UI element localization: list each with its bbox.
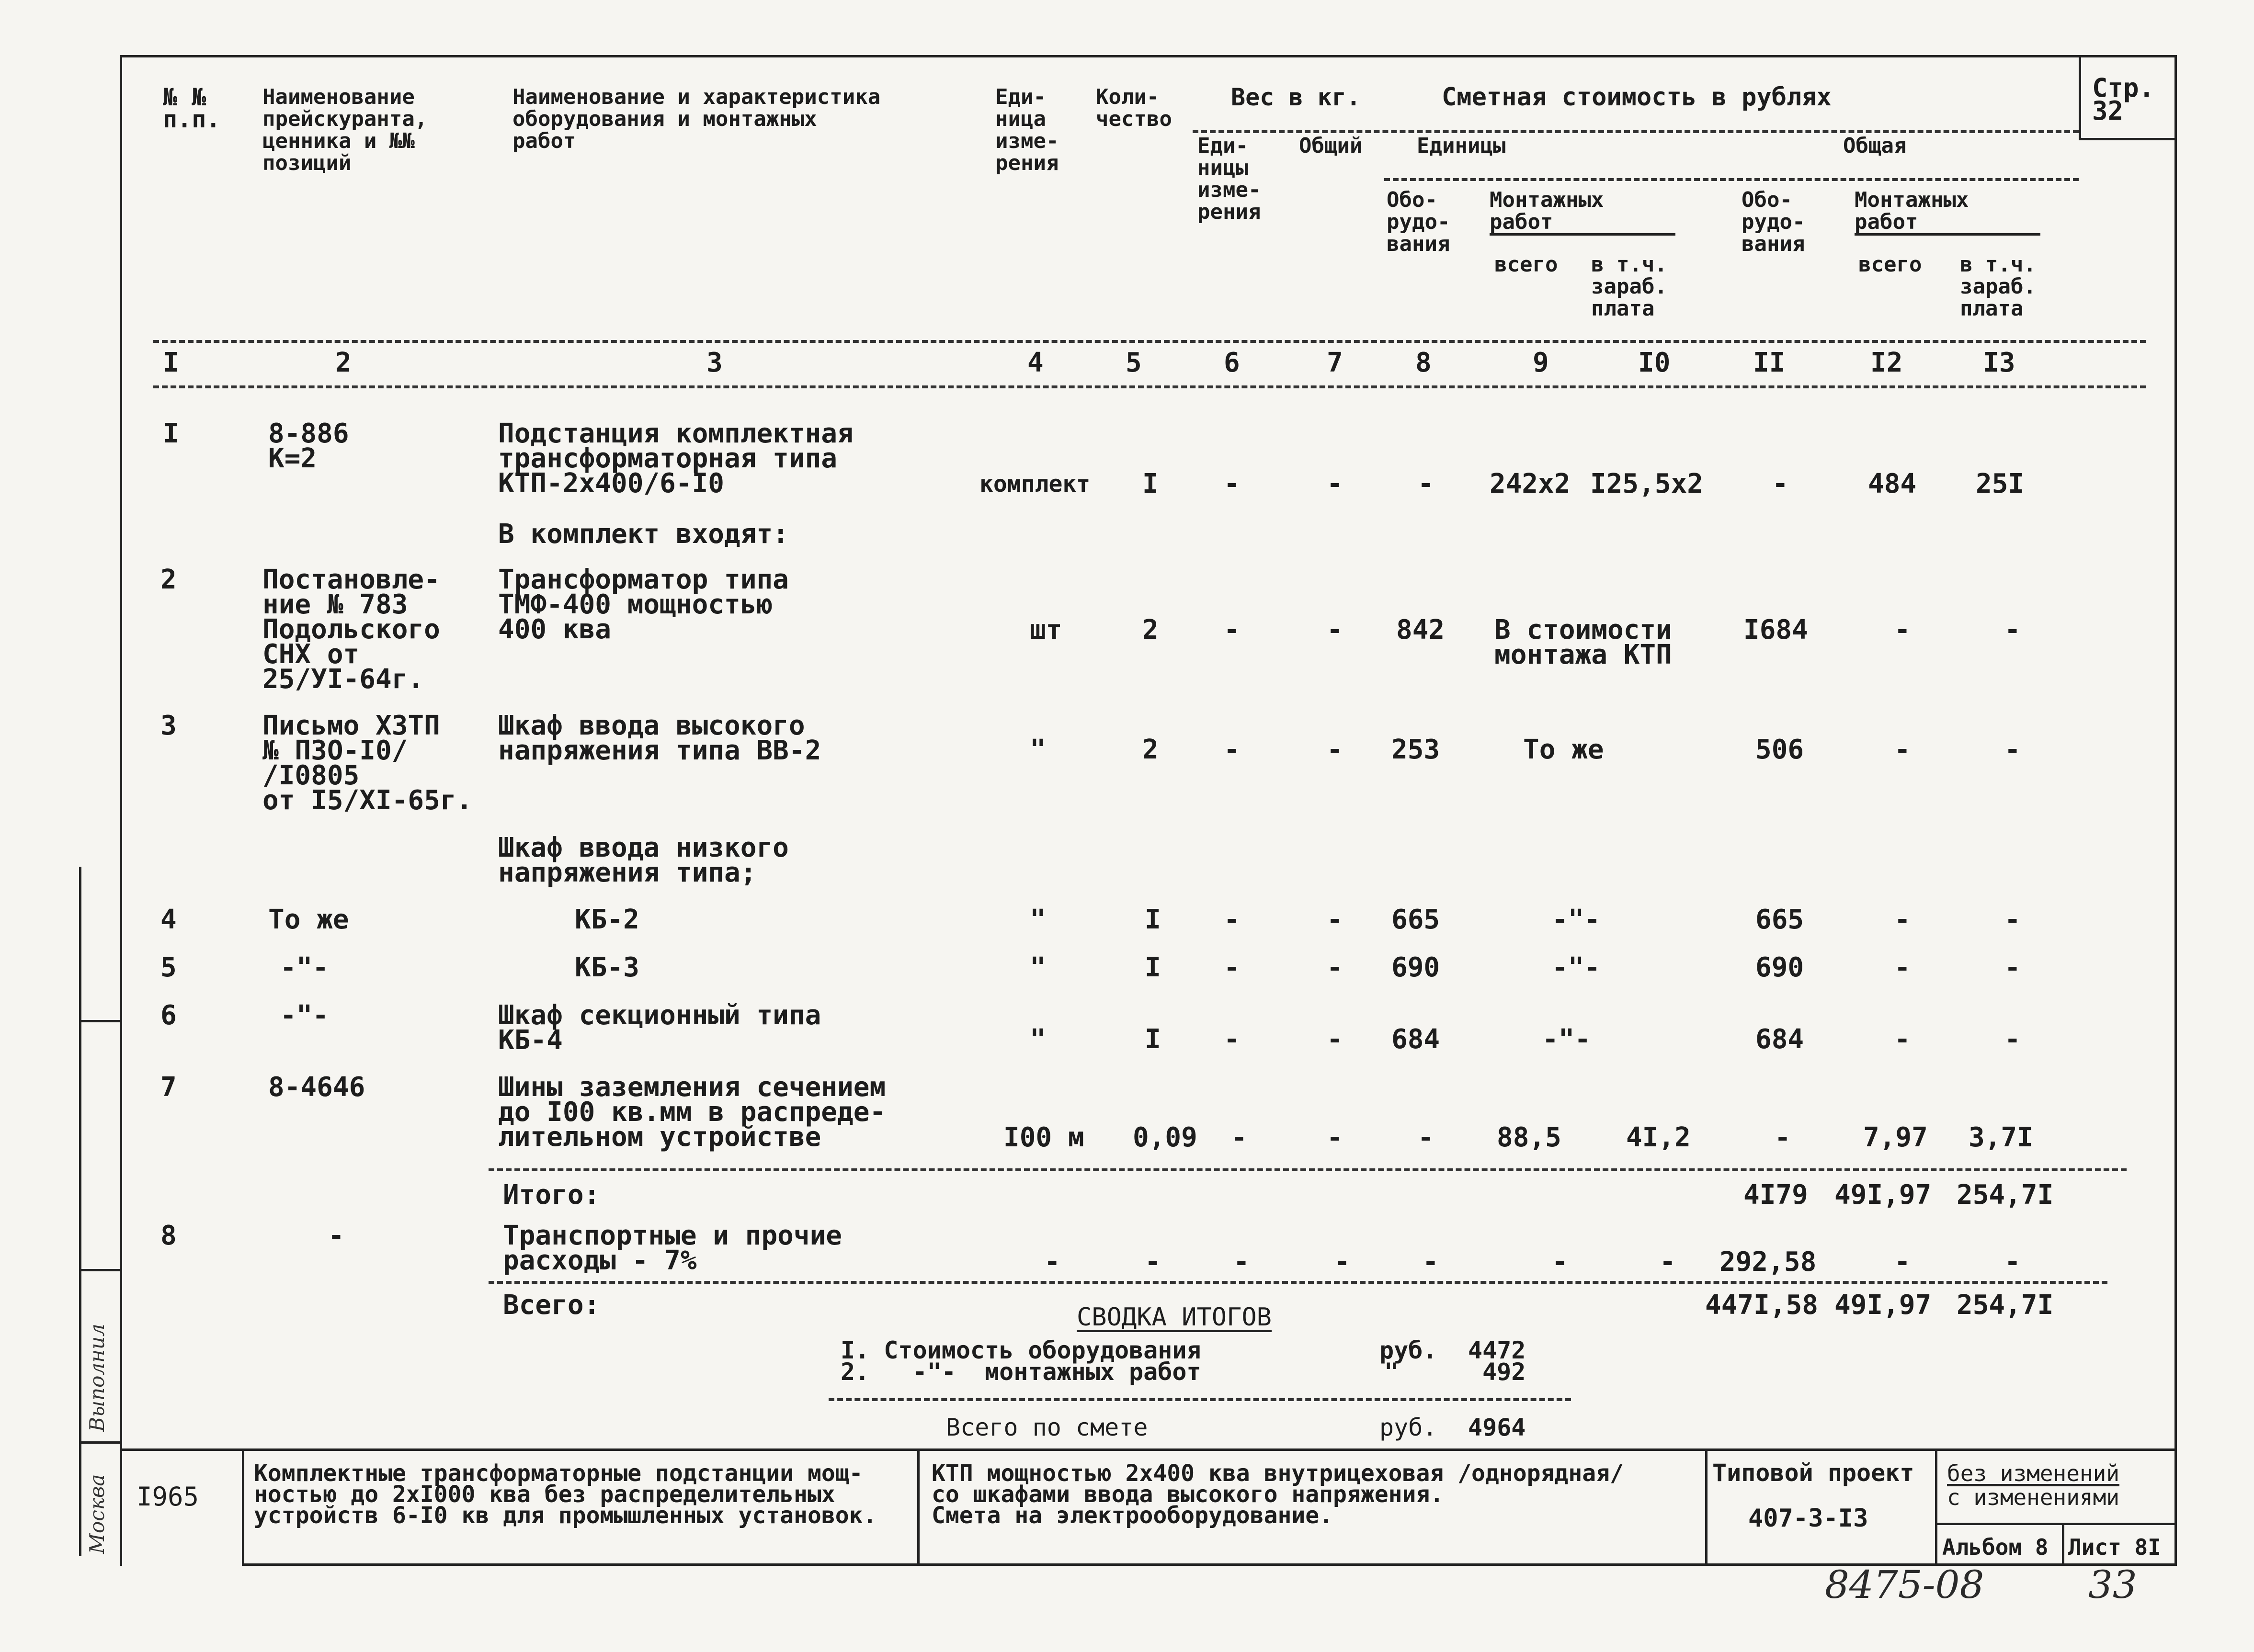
row5-unit: " [1030, 952, 1046, 983]
row5-c8: 690 [1391, 952, 1440, 983]
row3-unit: " [1030, 734, 1046, 765]
stamp-sep-4 [1935, 1448, 1937, 1566]
row7-c8: - [1418, 1122, 1434, 1153]
divider-summary [829, 1398, 1571, 1401]
vsego-c11: 447I,58 [1705, 1290, 1819, 1321]
row3-qty: 2 [1142, 734, 1159, 765]
vsego-label: Всего: [503, 1290, 600, 1321]
row5-number: 5 [160, 952, 177, 983]
row3-c13: - [2004, 734, 2021, 765]
row2-c8: 842 [1396, 614, 1445, 645]
row2-name: Трансформатор типа ТМФ-400 мощностью 400 ква [498, 564, 789, 645]
row8-c11: 292,58 [1719, 1246, 1817, 1278]
summary-total-value: 4964 [1468, 1414, 1526, 1441]
stamp-description-left: Комплектные трансформаторные подстанции мощ- ностью до 2хI000 ква без распределительных устройств 6-I0 кв для промышленных установок. [254, 1460, 877, 1529]
stamp-type-label: Типовой проект [1712, 1459, 1914, 1487]
row-included-note: В комплект входят: [498, 519, 789, 550]
side-text-moscow: Москва [85, 1474, 109, 1554]
row5-name: КБ-3 [575, 952, 639, 983]
row5-qty: I [1145, 952, 1161, 983]
stamp-sep-2 [917, 1448, 920, 1566]
row1-c10: I25,5х2 [1590, 468, 1704, 499]
row8-w1: - [1233, 1246, 1250, 1278]
row1-c12: 484 [1868, 468, 1917, 499]
summary-total-label: Всего по смете [946, 1414, 1148, 1441]
row6-number: 6 [160, 1000, 177, 1031]
header-cost-total: Общая [1843, 134, 1907, 158]
stamp-type-value: 407-3-I3 [1748, 1504, 1868, 1533]
col-number-8: 8 [1415, 347, 1432, 378]
row1-name: Подстанция комплектная трансформаторная типа КТП-2х400/6-I0 [498, 418, 854, 499]
divider-weight [1193, 130, 2079, 133]
header-name: Наименование и характеристика оборудования и монтажных работ [512, 85, 881, 153]
page-box-line [2079, 55, 2081, 139]
col-number-10: I0 [1638, 347, 1671, 378]
divider-itogo [489, 1168, 2127, 1171]
row1-c8: - [1418, 468, 1434, 499]
row4-w1: - [1224, 904, 1240, 935]
header-quantity: Коли- чество [1096, 85, 1172, 131]
row5-c11: 690 [1755, 952, 1804, 983]
row5-w1: - [1224, 952, 1240, 983]
row6-c12: - [1894, 1024, 1911, 1055]
row8-w2: - [1334, 1246, 1350, 1278]
row2-c11: I684 [1743, 614, 1808, 645]
col-number-9: 9 [1533, 347, 1549, 378]
row2-qty: 2 [1142, 614, 1159, 645]
itogo-c12: 49I,97 [1834, 1179, 1932, 1211]
col-number-4: 4 [1027, 347, 1044, 378]
col-number-13: I3 [1983, 347, 2015, 378]
row-lv-cabinet-note: Шкаф ввода низкого напряжения типа; [498, 832, 789, 888]
header-cost: Сметная стоимость в рублях [1442, 83, 1832, 112]
row3-c9: То же [1523, 734, 1604, 765]
row8-c13: - [2004, 1246, 2021, 1278]
row1-c9: 242х2 [1490, 468, 1571, 499]
row5-c9: -"- [1552, 952, 1601, 983]
left-border [120, 55, 122, 1566]
header-mount-unit: Монтажных работ [1490, 189, 1675, 236]
row3-number: 3 [160, 710, 177, 741]
row2-c12: - [1894, 614, 1911, 645]
summary-total-unit: руб. [1379, 1414, 1437, 1441]
row4-w2: - [1327, 904, 1343, 935]
col-number-11: II [1753, 347, 1786, 378]
divider-head-top [153, 340, 2146, 343]
row7-c13: 3,7I [1969, 1122, 2033, 1153]
itogo-c13: 254,7I [1957, 1179, 2054, 1211]
row6-name: Шкаф секционный типа КБ-4 [498, 1000, 821, 1056]
row5-ref: -"- [280, 952, 329, 983]
row4-c11: 665 [1755, 904, 1804, 935]
header-weight-total: Общий [1299, 134, 1363, 158]
row8-c9: - [1552, 1246, 1568, 1278]
row2-c13: - [2004, 614, 2021, 645]
col-number-7: 7 [1327, 347, 1343, 378]
row2-number: 2 [160, 564, 177, 595]
row4-c8: 665 [1391, 904, 1440, 935]
stamp-sheet: Лист 8I [2068, 1534, 2161, 1560]
row1-c11: - [1772, 468, 1788, 499]
row8-unit: - [1044, 1246, 1060, 1278]
header-weight: Вес в кг. [1231, 83, 1361, 111]
row8-c12: - [1894, 1246, 1911, 1278]
row1-w2: - [1327, 468, 1343, 499]
stamp-inner-line [1935, 1523, 2174, 1525]
page-box-bottom [2079, 138, 2174, 140]
header-equip-total: Обо- рудо- вания [1742, 188, 1805, 256]
row6-c9: -"- [1542, 1024, 1591, 1055]
row5-c13: - [2004, 952, 2021, 983]
row3-w2: - [1327, 734, 1343, 765]
row1-ref: 8-886 К=2 [268, 418, 349, 474]
row5-w2: - [1327, 952, 1343, 983]
stamp-year: I965 [137, 1482, 199, 1512]
row1-number: I [163, 418, 179, 449]
row4-name: КБ-2 [575, 904, 639, 935]
stamp-changes-none: без изменений [1947, 1460, 2120, 1486]
row6-w2: - [1327, 1024, 1343, 1055]
row3-c12: - [1894, 734, 1911, 765]
row8-qty: - [1145, 1246, 1161, 1278]
row8-ref: - [328, 1220, 344, 1251]
row2-w2: - [1327, 614, 1343, 645]
divider-head-bottom [153, 385, 2146, 388]
side-tick-1 [79, 1020, 120, 1022]
row6-ref: -"- [280, 1000, 329, 1031]
header-equip-unit: Обо- рудо- вания [1387, 188, 1450, 256]
row2-c9: В стоимости монтажа КТП [1494, 614, 1672, 670]
row7-c11: - [1775, 1122, 1791, 1153]
header-incl-total: в т.ч. зараб. плата [1960, 252, 2036, 321]
header-weight-unit: Еди- ницы изме- рения [1197, 134, 1261, 224]
row7-w2: - [1327, 1122, 1343, 1153]
summary-line-2-unit: " [1384, 1358, 1399, 1386]
itogo-c11: 4I79 [1743, 1179, 1808, 1211]
row7-name: Шины заземления сечением до I00 кв.мм в распреде- лительном устройстве [498, 1072, 886, 1153]
row6-c13: - [2004, 1024, 2021, 1055]
summary-line-1-unit: руб. [1379, 1336, 1437, 1364]
row4-unit: " [1030, 904, 1046, 935]
row6-c11: 684 [1755, 1024, 1804, 1055]
side-tick-3 [79, 1441, 120, 1444]
stamp-album: Альбом 8 [1942, 1534, 2049, 1560]
row7-w1: - [1231, 1122, 1247, 1153]
col-number-1: I [163, 347, 179, 378]
vsego-c12: 49I,97 [1834, 1290, 1932, 1321]
row7-c10: 4I,2 [1626, 1122, 1691, 1153]
row1-w1: - [1224, 468, 1240, 499]
row4-c12: - [1894, 904, 1911, 935]
header-all-unit: всего [1494, 252, 1558, 277]
row6-unit: " [1030, 1024, 1046, 1055]
header-pricelist: Наименование прейскуранта, ценника и №№ позиций [262, 85, 428, 175]
summary-line-1: I. Стоимость оборудования [841, 1336, 1201, 1364]
row4-c13: - [2004, 904, 2021, 935]
vsego-c13: 254,7I [1957, 1290, 2054, 1321]
row7-qty: 0,09 [1133, 1122, 1197, 1153]
stamp-sep-1 [242, 1448, 244, 1566]
row7-c9: 88,5 [1497, 1122, 1561, 1153]
row4-ref: То же [268, 904, 349, 935]
page-label: Стр. 32 [2092, 73, 2155, 126]
stamp-inner-vline [2062, 1523, 2064, 1566]
row3-c11: 506 [1755, 734, 1804, 765]
col-number-2: 2 [335, 347, 352, 378]
row1-qty: I [1142, 468, 1159, 499]
row2-unit: шт [1030, 614, 1062, 645]
handwritten-code: 8475-08 [1825, 1562, 1984, 1607]
stamp-description-right: КТП мощностью 2х400 ква внутрицеховая /однорядная/ со шкафами ввода высокого напряжения. Смета на электрооборудование. [932, 1460, 1624, 1529]
row7-c12: 7,97 [1863, 1122, 1928, 1153]
row2-w1: - [1224, 614, 1240, 645]
header-unit: Еди- ница изме- рения [995, 85, 1059, 175]
row1-unit: комплект [979, 471, 1091, 498]
row3-name: Шкаф ввода высокого напряжения типа ВВ-2 [498, 710, 821, 766]
summary-line-2-value: 492 [1482, 1358, 1526, 1386]
header-number: № № п.п. [163, 83, 221, 133]
header-all-total: всего [1858, 252, 1922, 277]
row2-ref: Постановле- ние № 783 Подольского СНХ от 25/УI-64г. [262, 564, 440, 695]
row6-w1: - [1224, 1024, 1240, 1055]
row5-c12: - [1894, 952, 1911, 983]
row4-qty: I [1145, 904, 1161, 935]
row4-number: 4 [160, 904, 177, 935]
right-border [2174, 55, 2177, 1566]
handwritten-page: 33 [2088, 1562, 2137, 1607]
row3-ref: Письмо ХЗТП № ПЗО-I0/ /I0805 от I5/XI-65г. [262, 710, 473, 816]
col-number-3: 3 [706, 347, 723, 378]
divider-vsego [489, 1281, 2107, 1284]
summary-title: СВОДКА ИТОГОВ [1077, 1303, 1272, 1332]
header-incl-unit: в т.ч. зараб. плата [1591, 252, 1667, 321]
row4-c9: -"- [1552, 904, 1601, 935]
col-number-12: I2 [1870, 347, 1903, 378]
row8-name: Транспортные и прочие расходы - 7% [503, 1220, 842, 1276]
divider-cost [1384, 178, 2079, 181]
side-tick-2 [79, 1269, 120, 1271]
row7-number: 7 [160, 1072, 177, 1103]
col-number-6: 6 [1224, 347, 1240, 378]
stamp-top [120, 1448, 2174, 1451]
col-number-5: 5 [1126, 347, 1142, 378]
row8-c10: - [1660, 1246, 1676, 1278]
row8-c8: - [1423, 1246, 1439, 1278]
header-cost-unit: Единицы [1417, 134, 1506, 158]
row6-c8: 684 [1391, 1024, 1440, 1055]
itogo-label: Итого: [503, 1179, 600, 1211]
stamp-changes-with: с изменениями [1947, 1484, 2120, 1510]
row7-ref: 8-4646 [268, 1072, 365, 1103]
row3-c8: 253 [1391, 734, 1440, 765]
side-text-executed: Выполнил [85, 1324, 109, 1432]
summary-line-2: 2. -"- монтажных работ [841, 1358, 1201, 1386]
row8-number: 8 [160, 1220, 177, 1251]
top-border [120, 55, 2174, 57]
side-line [79, 867, 81, 1556]
row6-qty: I [1145, 1024, 1161, 1055]
row3-w1: - [1224, 734, 1240, 765]
row1-c13: 25I [1976, 468, 2025, 499]
summary-line-1-value: 4472 [1468, 1336, 1526, 1364]
row7-unit: I00 м [1003, 1122, 1084, 1153]
stamp-sep-3 [1705, 1448, 1708, 1566]
header-mount-total: Монтажных работ [1855, 189, 2040, 236]
